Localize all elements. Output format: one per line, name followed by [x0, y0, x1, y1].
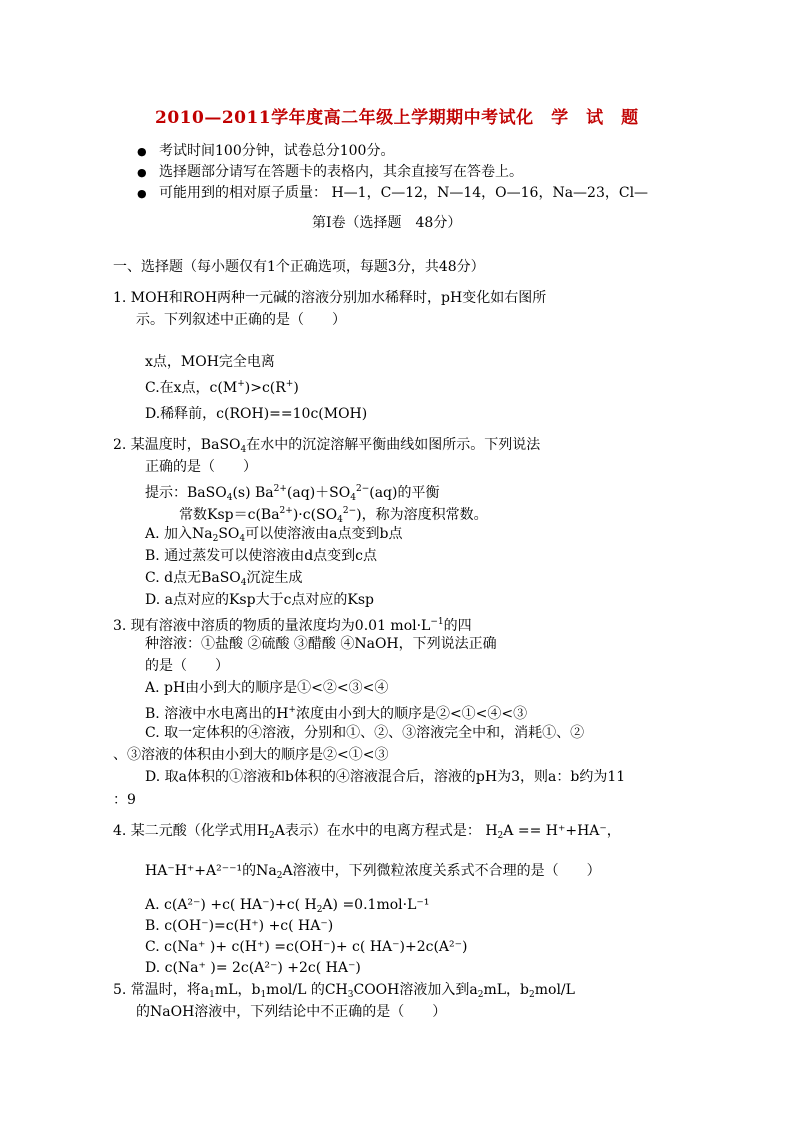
q1-option-a: x点，MOH完全电离	[145, 354, 275, 370]
q3-option-c-line1: C. 取一定体积的④溶液，分别和①、②、③溶液完全中和，消耗①、②	[145, 725, 585, 741]
q3-option-d-line2: ：9	[113, 792, 136, 808]
note-answer-sheet: ● 选择题部分请写在答题卡的表格内，其余直接写在答卷上。	[137, 163, 523, 182]
q4-option-c: C. c(Na⁺ )+ c(H⁺) =c(OH⁻)+ c( HA⁻)+2c(A²⁻)	[145, 939, 468, 955]
note-time: ● 考试时间100分钟，试卷总分100分。	[137, 142, 394, 161]
q1-stem-line2: 示。下列叙述中正确的是（ ）	[136, 312, 346, 328]
q3-stem-line3: 的是（ ）	[145, 658, 229, 674]
q4-option-a: A. c(A²⁻) +c( HA⁻)+c( $H_2A) =0.1mol\cdot L^{-1}$	[145, 897, 430, 915]
q5-stem-line2: 的NaOH溶液中，下列结论中不正确的是（ ）	[136, 1004, 447, 1020]
q2-option-d: D. a点对应的Ksp大于c点对应的Ksp	[145, 592, 375, 608]
q1-option-c: C.在x点，c(M+)>c(R+)	[145, 379, 299, 396]
note-atomic-masses: ● 可能用到的相对原子质量： H—1，C—12，N—14，O—16，Na—23，Cl—	[137, 184, 648, 203]
q4-stem-line2: HA⁻H⁺+A²⁻⁻¹的$Na_2A$溶液中，下列微粒浓度关系式不合理的是（ ）	[145, 863, 601, 881]
q3-stem-line2: 种溶液：①盐酸 ②硫酸 ③醋酸 ④NaOH，下列说法正确	[145, 636, 497, 652]
q3-option-d-line1: D. 取a体积的①溶液和b体积的④溶液混合后，溶液的pH为3，则a：b约为11	[145, 769, 626, 785]
part-title: 第Ⅰ卷（选择题 48分）	[312, 215, 462, 231]
q1-stem-line1: 1. MOH和ROH两种一元碱的溶液分别加水稀释时，pH变化如右图所	[113, 290, 547, 306]
page-title: 2010—2011学年度高二年级上学期期中考试化 学 试 题	[155, 108, 639, 128]
q3-option-c-line2: 、③溶液的体积由小到大的顺序是②<①<③	[113, 747, 389, 763]
q2-hint: 提示：BaSO$_4$(s) $Ba^{2+}(aq)+SO_4^{2-}(aq)$的平衡	[145, 484, 440, 503]
q2-ksp-definition: 常数$Ksp=c(Ba^{2+})\cdot c(SO_4^{2-})$，称为溶度积常数。	[179, 506, 488, 525]
section-heading: 一、选择题（每小题仅有1个正确选项，每题3分，共48分）	[113, 259, 485, 275]
q4-option-b: B. c(OH⁻)=c(H⁺) +c( HA⁻)	[145, 918, 334, 934]
q2-stem-line1: 2. 某温度时，BaSO$_4$在水中的沉淀溶解平衡曲线如图所示。下列说法	[113, 437, 541, 455]
q3-stem-line1: 3. 现有溶液中溶质的物质的量浓度均为0.01 $mol\cdot L^{-1}$的四	[113, 617, 472, 634]
q2-option-a: A. 加入$Na_2SO_4$可以使溶液由a点变到b点	[145, 526, 403, 544]
q5-stem-line1: 5. 常温时，将$a_1mL$，$b_1mol/L$ 的$CH_3COOH$溶液加入到$a_2mL$，$b_2mol/L$	[113, 982, 575, 1000]
q2-option-c: C. d点无BaSO$_4$沉淀生成	[145, 570, 303, 588]
q4-stem-line1: 4. 某二元酸（化学式用$H_2A$表示）在水中的电离方程式是： $H_2A == H^++HA^-$，	[113, 823, 621, 841]
q1-option-d: D.稀释前，c(ROH)==10c(MOH)	[145, 406, 368, 422]
q3-option-b: B. 溶液中水电离出的H+浓度由小到大的顺序是②<①<④<③	[145, 705, 528, 722]
q2-stem-line2: 正确的是（ ）	[145, 459, 257, 475]
q4-option-d: D. c(Na⁺ )= 2c(A²⁻) +2c( HA⁻)	[145, 960, 361, 976]
q3-option-a: A. pH由小到大的顺序是①<②<③<④	[145, 680, 389, 696]
q2-option-b: B. 通过蒸发可以使溶液由d点变到c点	[145, 548, 377, 564]
